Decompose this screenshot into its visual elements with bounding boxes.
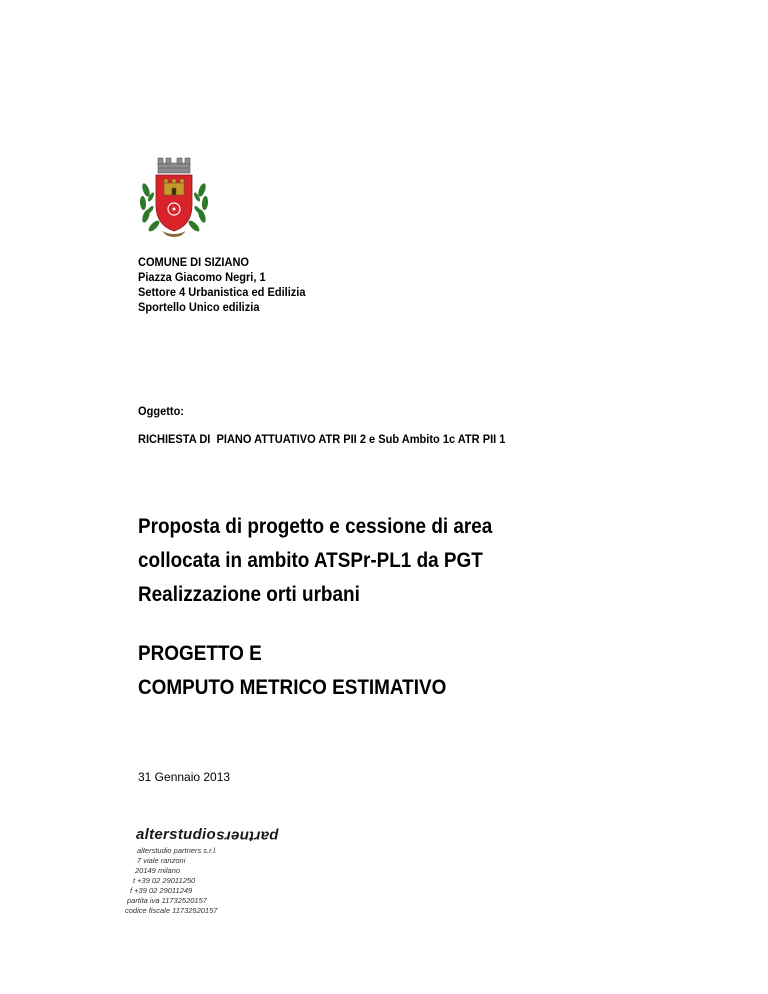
crown-icon xyxy=(158,158,190,173)
company-details xyxy=(125,846,217,916)
subtitle-line-1: PROGETTO E xyxy=(138,641,262,665)
subject-label: Oggetto: xyxy=(138,404,184,418)
logo-text-mirrored: partners xyxy=(215,827,279,845)
subtitle-line-2: COMPUTO METRICO ESTIMATIVO xyxy=(138,675,447,699)
document-subtitle xyxy=(138,636,446,704)
municipality-department: Settore 4 Urbanistica ed Edilizia xyxy=(138,285,306,299)
municipality-office: Sportello Unico edilizia xyxy=(138,300,260,314)
tower-icon xyxy=(164,179,184,195)
crest-graphic xyxy=(134,155,214,239)
company-city: 20149 milano xyxy=(135,866,181,875)
subject-text: RICHIESTA DI PIANO ATTUATIVO ATR PII 2 e Sub Ambito 1c ATR PII 1 xyxy=(138,432,506,446)
company-name: alterstudio partners s.r.l. xyxy=(137,846,218,855)
company-vat: partita iva 11732520157 xyxy=(127,896,207,905)
address-block xyxy=(138,255,305,315)
document-date: 31 Gennaio 2013 xyxy=(138,770,231,784)
company-fax: f +39 02 29011249 xyxy=(130,886,193,895)
logo-text-left: alterstudio xyxy=(136,826,216,843)
municipal-crest-icon xyxy=(134,155,214,239)
company-street: 7 viale ranzoni xyxy=(137,856,186,865)
title-line-2: collocata in ambito ATSPr-PL1 da PGT xyxy=(138,548,483,572)
document-title xyxy=(138,509,492,611)
municipality-street: Piazza Giacomo Negri, 1 xyxy=(138,270,266,284)
company-logo xyxy=(136,826,278,843)
company-phone: t +39 02 29011250 xyxy=(133,876,196,885)
municipality-name: COMUNE DI SIZIANO xyxy=(138,255,250,269)
company-tax-code: codice fiscale 11732520157 xyxy=(125,906,218,915)
title-line-3: Realizzazione orti urbani xyxy=(138,582,360,606)
title-line-1: Proposta di progetto e cessione di area xyxy=(138,514,493,538)
